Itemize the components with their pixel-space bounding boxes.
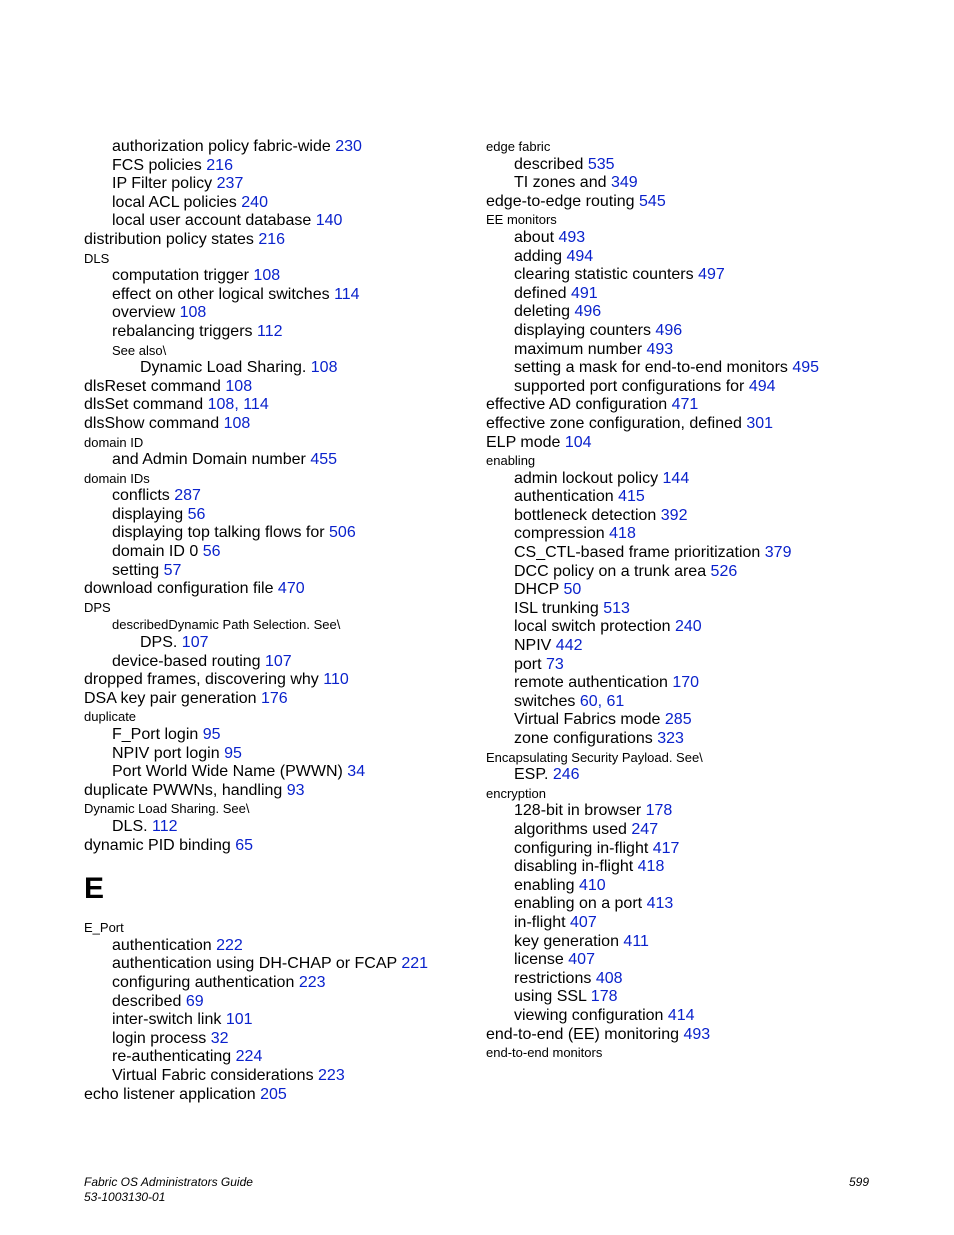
page-link[interactable]: 176 (261, 689, 288, 707)
index-entry (486, 434, 906, 453)
page-link[interactable]: 471 (671, 396, 699, 414)
entry-text: FCS policies (112, 156, 202, 174)
index-entry (486, 1007, 906, 1026)
page-link[interactable]: 410 (578, 876, 606, 894)
page-link[interactable]: 108 (225, 377, 253, 395)
page-link[interactable]: 287 (174, 487, 201, 505)
page-link[interactable]: 95 (202, 726, 221, 743)
index-entry (486, 766, 906, 785)
entry-text: dlsSet command (84, 396, 204, 414)
index-entry (486, 415, 906, 434)
entry-text: displaying top talking flows for (112, 524, 325, 542)
page-link[interactable]: 93 (286, 781, 305, 799)
index-entry (486, 988, 906, 1007)
index-entry (84, 323, 504, 342)
index-heading (84, 616, 504, 634)
index-entry (84, 231, 504, 250)
index-entry (84, 1067, 504, 1086)
index-entry (84, 562, 504, 581)
entry-text: described (112, 992, 182, 1010)
index-heading (486, 211, 906, 229)
page-link[interactable]: 417 (652, 839, 680, 857)
index-entry (486, 933, 906, 952)
entry-text: CS_CTL-based frame prioritization (514, 544, 761, 562)
entry-text: IP Filter policy (112, 175, 213, 193)
entry-text: F_Port login (112, 726, 199, 743)
index-column-right (486, 138, 906, 1062)
entry-text: duplicate (84, 709, 137, 725)
entry-text: DLS (84, 250, 110, 266)
entry-text: deleting (514, 303, 571, 321)
index-entry (84, 1030, 504, 1049)
index-entry (486, 174, 906, 193)
entry-text: encryption (486, 785, 546, 801)
entry-text: login process (112, 1029, 207, 1047)
entry-text: disabling in-flight (514, 858, 634, 876)
entry-text: zone configurations (514, 730, 653, 747)
index-entry (486, 563, 906, 582)
entry-text: setting (112, 561, 160, 579)
page-link[interactable]: 246 (552, 766, 580, 784)
index-heading (84, 250, 504, 268)
page-link[interactable]: 107 (265, 652, 292, 670)
index-entry (84, 974, 504, 993)
page-link[interactable]: 222 (216, 936, 243, 954)
index-entry (486, 802, 906, 821)
page-link[interactable]: 95 (224, 744, 242, 762)
page-link[interactable]: 60, (579, 692, 603, 710)
entry-text: rebalancing triggers (112, 322, 253, 340)
entry-text: admin lockout policy (514, 469, 659, 487)
index-entry (486, 637, 906, 656)
index-entry (486, 359, 906, 378)
index-entry (486, 581, 906, 600)
index-heading (486, 749, 906, 767)
index-heading (84, 919, 504, 937)
page-link[interactable]: 493 (646, 340, 674, 358)
index-entry (486, 1026, 906, 1045)
index-entry (84, 157, 504, 176)
entry-text: enabling (514, 876, 575, 894)
entry-text: authentication (514, 488, 614, 506)
page-link[interactable]: 101 (225, 1011, 253, 1029)
entry-text: Dynamic Load Sharing. See\ (84, 801, 250, 817)
page-link[interactable]: 108 (223, 414, 251, 432)
entry-text: inter-switch link (112, 1011, 222, 1029)
footer-doc-number: 53-1003130-01 (84, 1190, 166, 1204)
entry-text: end-to-end monitors (486, 1045, 603, 1061)
entry-text: effective zone configuration, defined (486, 414, 742, 432)
index-entry (84, 359, 504, 378)
index-entry (486, 693, 906, 712)
page-link[interactable]: 112 (256, 322, 283, 340)
index-entry (84, 451, 504, 470)
page-link[interactable]: 323 (657, 730, 684, 747)
entry-text: compression (514, 525, 605, 543)
entry-text: local user account database (112, 212, 312, 230)
entry-text: switches (514, 692, 576, 710)
index-heading (84, 470, 504, 488)
entry-text: DLS. (112, 817, 148, 835)
index-entry (84, 634, 504, 653)
index-entry (486, 525, 906, 544)
entry-text: DPS (84, 599, 111, 615)
entry-text: in-flight (514, 913, 566, 931)
page-link[interactable]: 112 (152, 817, 178, 835)
index-entry (486, 951, 906, 970)
page-link[interactable]: 114 (334, 285, 360, 303)
page-link[interactable]: 496 (655, 321, 683, 339)
page-link[interactable]: 411 (623, 932, 649, 950)
page-link[interactable]: 545 (639, 192, 666, 210)
index-entry (486, 248, 906, 267)
page-link[interactable]: 285 (664, 711, 692, 729)
entry-text: local ACL policies (112, 193, 237, 211)
page-link[interactable]: 349 (610, 174, 638, 192)
index-entry (486, 821, 906, 840)
index-entry (84, 818, 504, 837)
index-entry (486, 303, 906, 322)
index-entry (84, 1086, 504, 1105)
page-link[interactable]: 506 (329, 524, 356, 542)
index-entry (84, 194, 504, 213)
index-heading (486, 785, 906, 803)
page-link[interactable]: 34 (347, 763, 366, 781)
entry-text: about (514, 228, 555, 246)
entry-text: clearing statistic counters (514, 266, 694, 284)
entry-text: Virtual Fabric considerations (112, 1066, 314, 1084)
index-entry (486, 877, 906, 896)
page-link[interactable]: 494 (748, 377, 776, 395)
index-entry (486, 193, 906, 212)
index-entry (84, 212, 504, 231)
page-link[interactable]: 221 (401, 955, 429, 973)
index-entry (84, 1048, 504, 1067)
entry-text: and Admin Domain number (112, 451, 306, 469)
index-entry (486, 229, 906, 248)
entry-text: authentication (112, 936, 212, 954)
page-link[interactable]: 223 (318, 1066, 345, 1084)
index-entry (486, 656, 906, 675)
index-entry (84, 543, 504, 562)
index-entry (84, 415, 504, 434)
index-entry (84, 506, 504, 525)
page-link[interactable]: 216 (206, 156, 233, 174)
entry-text: dlsShow command (84, 414, 220, 432)
footer-guide-title: Fabric OS Administrators Guide (84, 1175, 253, 1189)
page-link[interactable]: 178 (645, 802, 673, 820)
index-entry (486, 266, 906, 285)
entry-text: key generation (514, 932, 619, 950)
page-link[interactable]: 56 (202, 543, 221, 561)
index-entry (486, 285, 906, 304)
index-entry (486, 730, 906, 749)
entry-text: remote authentication (514, 674, 668, 692)
index-entry (486, 396, 906, 415)
index-entry (84, 267, 504, 286)
page-link[interactable]: 108, (207, 396, 239, 414)
page-link[interactable]: 493 (558, 228, 586, 246)
entry-text: described (514, 155, 584, 173)
page-link[interactable]: 237 (216, 175, 244, 193)
page-link[interactable]: 57 (163, 561, 182, 579)
index-entry (84, 378, 504, 397)
index-heading (486, 1044, 906, 1062)
entry-text: conflicts (112, 487, 170, 505)
index-heading (84, 599, 504, 617)
page-link[interactable]: 223 (298, 973, 326, 991)
index-entry (84, 396, 504, 415)
index-entry (84, 937, 504, 956)
index-entry (84, 782, 504, 801)
index-entry (84, 690, 504, 709)
entry-text: overview (112, 304, 176, 322)
entry-text: DSA key pair generation (84, 689, 257, 707)
entry-text: Virtual Fabrics mode (514, 711, 661, 729)
index-entry (84, 837, 504, 856)
page-link[interactable]: 470 (277, 580, 305, 598)
index-entry (486, 378, 906, 397)
entry-text: download configuration file (84, 580, 274, 598)
page-link[interactable]: 442 (555, 637, 583, 655)
entry-text: adding (514, 247, 563, 265)
entry-text: ISL trunking (514, 599, 599, 617)
index-heading (486, 138, 906, 156)
index-entry (486, 914, 906, 933)
index-entry (84, 580, 504, 599)
page-link[interactable]: 497 (698, 266, 725, 284)
page-link[interactable]: 170 (672, 674, 700, 692)
page-link[interactable]: 407 (570, 913, 597, 931)
page-link[interactable]: 418 (637, 858, 665, 876)
index-column-left (84, 138, 504, 1104)
page-link[interactable]: 61 (606, 692, 625, 710)
page-link[interactable]: 140 (315, 212, 343, 230)
page-link[interactable]: 104 (564, 433, 592, 451)
index-entry (84, 524, 504, 543)
page-link[interactable]: 108 (253, 267, 281, 285)
entry-text: echo listener application (84, 1085, 256, 1103)
index-entry (84, 175, 504, 194)
page-link[interactable]: 413 (646, 895, 674, 913)
entry-text: authentication using DH-CHAP or FCAP (112, 955, 397, 973)
index-entry (486, 970, 906, 989)
page-link[interactable]: 415 (618, 488, 645, 506)
entry-text: defined (514, 284, 567, 302)
entry-text: E_Port (84, 920, 124, 936)
index-entry (486, 322, 906, 341)
index-heading (84, 800, 504, 818)
page-link[interactable]: 408 (595, 969, 623, 987)
page-link[interactable]: 496 (574, 303, 602, 321)
entry-text: authorization policy fabric-wide (112, 138, 331, 155)
entry-text: configuring in-flight (514, 839, 649, 857)
index-entry (84, 304, 504, 323)
page-link[interactable]: 144 (662, 469, 690, 487)
page-link[interactable]: 407 (568, 951, 595, 969)
page-link[interactable]: 107 (181, 634, 209, 652)
page-link[interactable]: 56 (187, 505, 206, 523)
page-link[interactable]: 205 (260, 1085, 287, 1103)
index-entry (84, 286, 504, 305)
entry-text: dlsReset command (84, 377, 221, 395)
index-entry (84, 671, 504, 690)
index-entry (486, 618, 906, 637)
index-entry (486, 156, 906, 175)
entry-text: viewing configuration (514, 1006, 664, 1024)
index-entry (486, 341, 906, 360)
index-entry (486, 674, 906, 693)
entry-text: See also\ (112, 342, 167, 358)
page-link[interactable]: 216 (258, 230, 286, 248)
page-link[interactable]: 240 (241, 193, 268, 211)
page-link[interactable]: 493 (683, 1025, 711, 1043)
entry-text: duplicate PWWNs, handling (84, 781, 283, 799)
entry-text: computation trigger (112, 267, 249, 285)
entry-text: using SSL (514, 988, 587, 1006)
page-link[interactable]: 494 (566, 247, 594, 265)
page-link[interactable]: 513 (603, 599, 630, 617)
entry-text: configuring authentication (112, 973, 295, 991)
index-entry (486, 470, 906, 489)
entry-text: effective AD configuration (486, 396, 668, 414)
page-link[interactable]: 230 (335, 138, 362, 155)
page-link[interactable]: 240 (674, 618, 702, 636)
index-entry (84, 993, 504, 1012)
entry-text: enabling on a port (514, 895, 643, 913)
entry-text: 128-bit in browser (514, 802, 642, 820)
page-link[interactable]: 495 (792, 359, 820, 377)
index-entry (84, 653, 504, 672)
entry-text: end-to-end (EE) monitoring (486, 1025, 679, 1043)
entry-text: NPIV (514, 637, 552, 655)
entry-text: device-based routing (112, 652, 261, 670)
entry-text: DCC policy on a trunk area (514, 562, 707, 580)
entry-text: maximum number (514, 340, 643, 358)
entry-text: EE monitors (486, 212, 557, 228)
index-entry (84, 955, 504, 974)
page-link[interactable]: 65 (235, 836, 253, 854)
index-heading (486, 452, 906, 470)
page-link[interactable]: 108 (310, 359, 338, 377)
entry-text: displaying counters (514, 321, 651, 339)
footer-page-number: 599 (849, 1175, 870, 1189)
entry-text: domain ID (84, 434, 144, 450)
entry-text: domain ID 0 (112, 543, 199, 561)
entry-text: local switch protection (514, 618, 671, 636)
page-link[interactable]: 69 (185, 992, 204, 1010)
page-link[interactable]: 418 (609, 525, 636, 543)
entry-text: DPS. (140, 634, 178, 652)
page-link[interactable]: 224 (235, 1048, 263, 1066)
entry-text: bottleneck detection (514, 506, 657, 524)
page-link[interactable]: 392 (660, 506, 688, 524)
entry-text: Dynamic Load Sharing. (140, 359, 307, 377)
page-link[interactable]: 73 (546, 655, 564, 673)
index-entry (486, 840, 906, 859)
page-link[interactable]: 108 (179, 304, 207, 322)
index-heading (84, 708, 504, 726)
entry-text: port (514, 655, 542, 673)
page-link[interactable]: 32 (210, 1029, 229, 1047)
index-entry (84, 745, 504, 764)
footer-left (84, 1175, 253, 1205)
entry-text: describedDynamic Path Selection. See\ (112, 617, 341, 633)
entry-text: re-authenticating (112, 1048, 232, 1066)
page-link[interactable]: 50 (563, 581, 582, 599)
entry-text: Encapsulating Security Payload. See\ (486, 749, 703, 765)
index-entry (84, 138, 504, 157)
entry-text: setting a mask for end-to-end monitors (514, 359, 788, 377)
index-entry (84, 763, 504, 782)
entry-text: dropped frames, discovering why (84, 671, 319, 689)
index-entry (486, 895, 906, 914)
page-link[interactable]: 526 (710, 562, 738, 580)
index-entry (486, 507, 906, 526)
entry-text: displaying (112, 505, 184, 523)
entry-text: dynamic PID binding (84, 836, 231, 854)
entry-text: enabling (486, 453, 536, 469)
page-link[interactable]: 455 (310, 451, 338, 469)
entry-text: distribution policy states (84, 230, 254, 248)
index-heading (84, 434, 504, 452)
index-entry (486, 858, 906, 877)
index-entry (486, 711, 906, 730)
index-entry (84, 1011, 504, 1030)
entry-text: restrictions (514, 969, 592, 987)
index-entry (486, 600, 906, 619)
index-heading (84, 342, 504, 360)
entry-text: ESP. (514, 766, 549, 784)
entry-text: Port World Wide Name (PWWN) (112, 763, 343, 781)
entry-text: TI zones and (514, 174, 607, 192)
entry-text: license (514, 951, 564, 969)
page-link[interactable]: 535 (587, 155, 615, 173)
page-link[interactable]: 114 (243, 396, 269, 414)
entry-text: edge-to-edge routing (486, 192, 635, 210)
entry-text: domain IDs (84, 470, 150, 486)
section-letter: E (84, 872, 105, 906)
entry-text: effect on other logical switches (112, 285, 330, 303)
page-link[interactable]: 379 (764, 544, 792, 562)
page-link[interactable]: 110 (323, 671, 349, 689)
entry-text: supported port configurations for (514, 377, 745, 395)
index-entry (486, 488, 906, 507)
page-link[interactable]: 414 (667, 1006, 695, 1024)
entry-text: algorithms used (514, 820, 627, 838)
index-entry (84, 726, 504, 745)
entry-text: ELP mode (486, 433, 561, 451)
entry-text: edge fabric (486, 139, 551, 154)
index-entry (84, 487, 504, 506)
index-entry (486, 544, 906, 563)
entry-text: NPIV port login (112, 744, 220, 762)
page-link[interactable]: 491 (570, 284, 598, 302)
entry-text: DHCP (514, 581, 560, 599)
page-link[interactable]: 178 (590, 988, 618, 1006)
page-link[interactable]: 301 (746, 414, 774, 432)
page-link[interactable]: 247 (631, 820, 659, 838)
